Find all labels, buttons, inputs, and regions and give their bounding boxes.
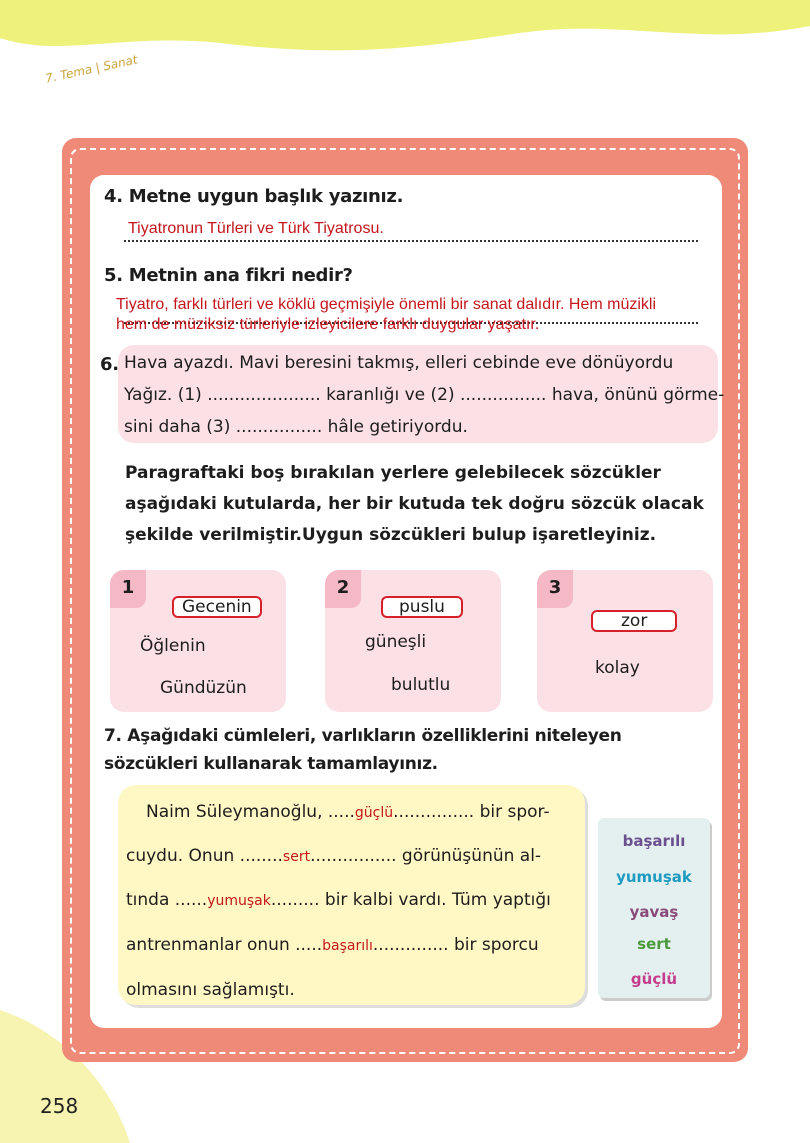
q5-answer-line1: Tiyatro, farklı türleri ve köklü geçmişiyle önemli bir sanat dalıdır. Hem müzikli	[116, 296, 657, 313]
choice-box-2	[325, 570, 501, 712]
word-bank-item: güçlü	[630, 970, 678, 988]
sentence-text: Naim Süleymanoğlu, .....	[146, 802, 355, 822]
q7-line5: olmasını sağlamıştı.	[126, 980, 295, 1000]
q6-instruction: Paragraftaki boş bırakılan yerlere gelebilecek sözcükler aşağıdaki kutularda, her bir kutuda tek doğru sözcük olacak şekilde verilmiştir.Uygun sözcükleri bulup işaretleyiniz.	[125, 463, 704, 545]
option[interactable]: Gündüzün	[160, 678, 247, 698]
q6-line1: Hava ayazdı. Mavi beresini takmış, elleri cebinde eve dönüyordu	[124, 353, 674, 373]
q7-question: 7. Aşağıdaki cümleleri, varlıkların özelliklerini niteleyen sözcükleri kullanarak tamamlayınız.	[104, 726, 622, 774]
option[interactable]: bulutlu	[391, 675, 451, 695]
box-number: 2	[325, 570, 361, 608]
sentence-text: cuydu. Onun ........	[126, 846, 283, 866]
q5-answer-line2: hem de müziksiz türleriyle izleyicilere farklı duygular yaşatır.	[116, 316, 540, 333]
answer-fill: güçlü	[354, 805, 394, 821]
page-number: 258	[40, 1094, 79, 1118]
box-number: 1	[110, 570, 146, 608]
answer-fill: başarılı	[322, 938, 373, 954]
sentence-text: ................ görünüşünün al-	[310, 846, 542, 866]
q7-line2	[126, 846, 541, 866]
answer-fill: sert	[282, 849, 311, 865]
sentence-text: tında ......	[126, 890, 208, 910]
sentence-text: ............... bir spor-	[393, 802, 550, 822]
sentence-text: .............. bir sporcu	[372, 935, 539, 955]
word-bank	[598, 818, 710, 998]
word-bank-item: sert	[637, 935, 671, 953]
option[interactable]: Öğlenin	[140, 636, 206, 656]
option[interactable]: kolay	[595, 658, 640, 678]
word-bank-item: yumuşak	[616, 868, 692, 886]
q6-number: 6.	[100, 354, 119, 375]
q4-answer: Tiyatronun Türleri ve Türk Tiyatrosu.	[128, 220, 384, 237]
option-selected[interactable]: puslu	[381, 596, 463, 618]
word-bank-item: başarılı	[622, 832, 686, 850]
q7-line1	[146, 802, 550, 822]
answer-fill: yumuşak	[207, 893, 271, 909]
q7-line4	[126, 935, 539, 955]
box-number: 3	[537, 570, 573, 608]
q7-line3	[126, 890, 551, 910]
option-selected[interactable]: Gecenin	[172, 596, 262, 618]
option[interactable]: güneşli	[365, 632, 427, 652]
q6-line2: Yağız. (1) ..................... karanlığı ve (2) ................ hava, önünü görme-	[124, 385, 725, 405]
q4-question: 4. Metne uygun başlık yazınız.	[104, 186, 404, 207]
option-selected[interactable]: zor	[591, 610, 677, 632]
sentence-text: antrenmanlar onun .....	[126, 935, 323, 955]
choice-box-1	[110, 570, 286, 712]
word-bank-item: yavaş	[629, 903, 679, 921]
choice-box-3	[537, 570, 713, 712]
theme-label: 7. Tema | Sanat	[44, 52, 139, 86]
q5-question: 5. Metnin ana fikri nedir?	[104, 265, 353, 286]
q6-line3: sini daha (3) ................ hâle getiriyordu.	[124, 417, 468, 437]
sentence-text: ......... bir kalbi vardı. Tüm yaptığı	[270, 890, 551, 910]
